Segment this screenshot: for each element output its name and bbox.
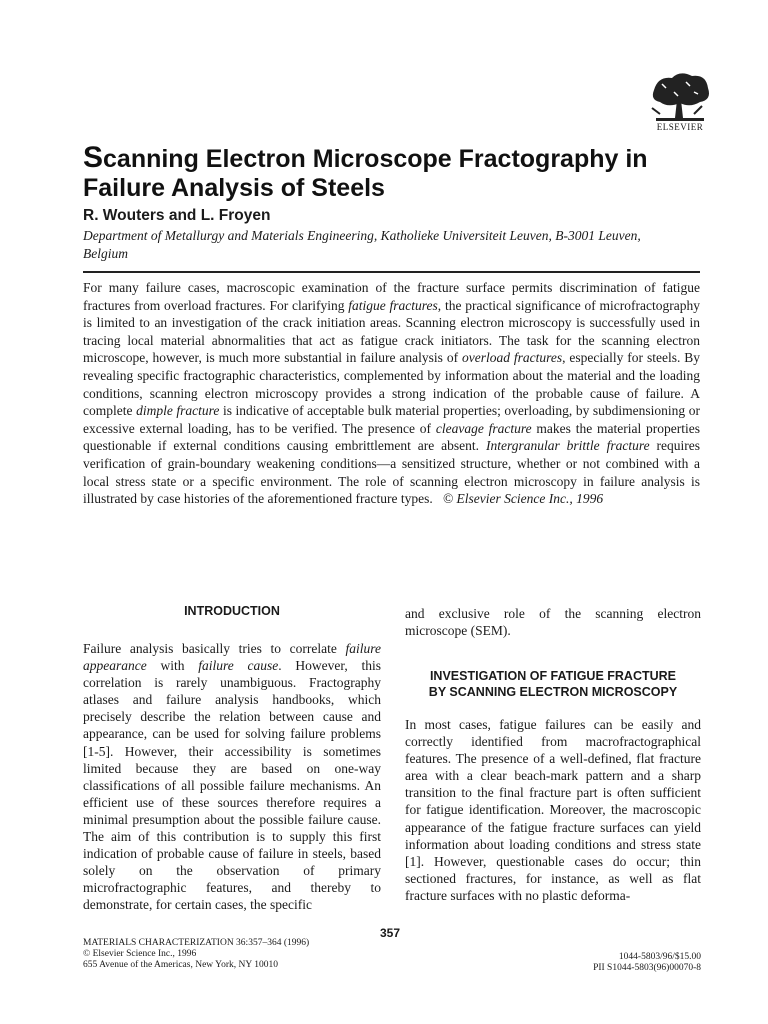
pii-identifier: PII S1044-5803(96)00070-8 (593, 963, 701, 973)
issn-price: 1044-5803/96/$15.00 (618, 952, 701, 962)
abstract-text: , the practical significance of microfractography is limited to an investigation of the crack initiation areas. Scanning electron microscopy is successfully used in tracing local material abnormalities that act as fatigue crack initiators. The task for the scanning electron microscope, however, is much more substantial in failure analysis of (83, 297, 700, 366)
introduction-continuation (405, 605, 701, 639)
page-number: 357 (380, 926, 401, 940)
title-initial: S (83, 141, 104, 174)
abstract-divider (83, 271, 700, 273)
abstract-text: requires verification of grain-boundary weakening conditions—a sensitized structure, whether or not combined with a local stress state or a specific environment. The role of scanning electron microscopy in failure analysis is illustrated by case histories of the aforementioned fracture types. (83, 438, 700, 507)
footer-journal-info (83, 938, 309, 971)
abstract-text: makes the material properties questionable if external conditions causing embrittlement are absent. (83, 420, 700, 454)
heading-line: INVESTIGATION OF FATIGUE FRACTURE (429, 669, 677, 683)
title-text: canning Electron Microscope Fractography in Failure Analysis of Steels (83, 145, 648, 202)
introduction-body (83, 640, 381, 914)
abstract-emphasis: Intergranular brittle fracture (485, 438, 650, 454)
abstract-emphasis: fatigue fractures (348, 297, 438, 313)
section-heading-introduction: INTRODUCTION (184, 604, 280, 618)
abstract-text: For many failure cases, macroscopic examination of the fracture surface permits discrimination of fatigue fractures from overload fractures. For clarifying (83, 280, 700, 313)
fatigue-paragraph: In most cases, fatigue failures can be easily and correctly identified from macrofractographical features. The presence of a well-defined, flat fracture area with a clear beach-mark pattern and a sharp transition to the final fracture part is often sufficient for fatigue identification. Moreover, the macroscopic appearance of the fatigue fracture surfaces can yield information about loading conditions and stress state [1]. However, questionable cases do occur; thin sectioned fractures, for instance, as well as flat fracture surfaces with no plastic deforma- (405, 717, 701, 903)
introduction-paragraph (83, 640, 381, 914)
footer-copyright: © Elsevier Science Inc., 1996 (83, 949, 197, 959)
author-affiliation: Department of Metallurgy and Materials Engineering, Katholieke Universiteit Leuven, B-3001 Leuven, Belgium (83, 228, 641, 261)
tree-icon (646, 70, 714, 124)
intro-text: Failure analysis basically tries to correlate (83, 641, 346, 656)
heading-line: BY SCANNING ELECTRON MICROSCOPY (428, 685, 678, 699)
abstract (83, 279, 700, 508)
intro-emphasis: failure cause (198, 658, 279, 674)
abstract-paragraph (83, 279, 700, 508)
abstract-copyright: © Elsevier Science Inc., 1996 (442, 491, 604, 507)
intro-text: with (146, 658, 199, 674)
section-heading-fatigue (405, 668, 701, 700)
abstract-text: is indicative of acceptable bulk material properties; overloading, by subdimensioning or excessive external loading, has to be verified. The presence of (83, 403, 701, 436)
intro-text: . However, this correlation is rarely unambiguous. Fractography atlases and failure analysis handbooks, which precisely describe the relation between cause and appearance, can be used for solving failure problems [1-5]. However, their accessibility is sometimes limited because they are based on one-way classifications of all possible failure mechanisms. An efficient use of these sources therefore requires a minimal presumption about the possible failure cause. The aim of this contribution is to supply this first indication of probable cause of failure in steels, based solely on the observation of primary microfractographic features, and thereby to demonstrate, for certain cases, the specific (83, 658, 381, 913)
publisher-name: ELSEVIER (656, 122, 704, 132)
intro-emphasis: failure appearance (83, 641, 381, 674)
abstract-text: , especially for steels. By revealing specific fractographic characteristics, complemented by information about the material and the loading conditions, scanning electron microscopy provides a strong indication of the probable cause of failure. A complete (83, 350, 700, 419)
footer-identifiers (540, 952, 701, 974)
abstract-emphasis: dimple fracture (136, 403, 220, 419)
abstract-emphasis: overload fractures (461, 350, 563, 366)
article-authors: R. Wouters and L. Froyen (83, 207, 271, 224)
journal-citation: MATERIALS CHARACTERIZATION 36:357–364 (1996) (83, 938, 310, 948)
abstract-emphasis: cleavage fracture (435, 420, 532, 436)
article-title (83, 143, 703, 203)
intro-continuation-text: and exclusive role of the scanning electron microscope (SEM). (405, 606, 701, 639)
publisher-address: 655 Avenue of the Americas, New York, NY 10010 (83, 960, 278, 970)
fatigue-body (405, 716, 701, 904)
